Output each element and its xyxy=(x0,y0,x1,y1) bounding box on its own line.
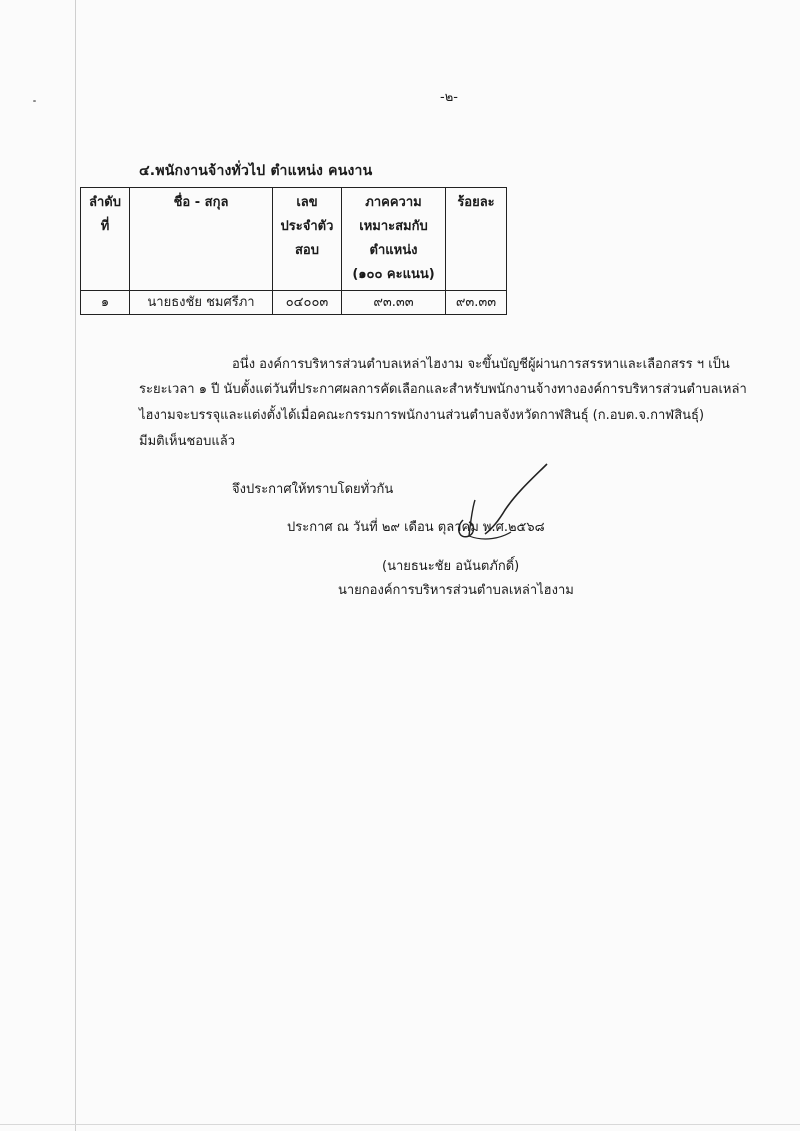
paragraph-line-4: มีมติเห็นชอบแล้ว xyxy=(139,434,236,449)
paragraph-line-1: อนึ่ง องค์การบริหารส่วนตำบลเหล่าไฮงาม จะขึ้นบัญชีผู้ผ่านการสรรหาและเลือกสรร ฯ เป็น xyxy=(232,357,730,372)
header-no: ลำดับ ที่ xyxy=(81,188,130,291)
table-header-row xyxy=(81,188,507,291)
row-no: ๑ xyxy=(81,291,130,315)
date-line: ประกาศ ณ วันที่ ๒๙ เดือน ตุลาคม พ.ศ.๒๕๖๘ xyxy=(287,520,545,535)
page-number: -๒- xyxy=(440,90,458,105)
header-score: ภาคความ เหมาะสมกับ ตำแหน่ง (๑๐๐ คะแนน) xyxy=(342,188,446,291)
header-name: ชื่อ - สกุล xyxy=(130,188,273,291)
scan-margin-line xyxy=(75,0,76,1131)
header-percent: ร้อยละ xyxy=(446,188,507,291)
paragraph-line-2: ระยะเวลา ๑ ปี นับตั้งแต่วันที่ประกาศผลการคัดเลือกและสำหรับพนักงานจ้างทางองค์การบริหารส่วนตำบลเหล่า xyxy=(139,382,747,397)
announce-text: จึงประกาศให้ทราบโดยทั่วกัน xyxy=(232,482,394,497)
scan-bottom-edge xyxy=(0,1124,800,1125)
row-exam-id: ๐๔๐๐๓ xyxy=(273,291,342,315)
scan-speck xyxy=(33,100,36,102)
signer-name: (นายธนะชัย อนันตภักดิ์) xyxy=(382,559,520,574)
handwritten-signature xyxy=(445,462,555,552)
row-name: นายธงชัย ชมศรีภา xyxy=(130,291,273,315)
table-row xyxy=(81,291,507,315)
signer-title: นายกองค์การบริหารส่วนตำบลเหล่าไฮงาม xyxy=(338,583,574,598)
header-exam-id: เลข ประจำตัว สอบ xyxy=(273,188,342,291)
section-title: ๔.พนักงานจ้างทั่วไป ตำแหน่ง คนงาน xyxy=(139,163,373,179)
results-table xyxy=(80,187,507,315)
row-percent: ๙๓.๓๓ xyxy=(446,291,507,315)
row-score: ๙๓.๓๓ xyxy=(342,291,446,315)
paragraph-line-3: ไฮงามจะบรรจุและแต่งตั้งได้เมื่อคณะกรรมการพนักงานส่วนตำบลจังหวัดกาฬสินธุ์ (ก.อบต.จ.กาฬสินธุ์) xyxy=(139,408,705,423)
